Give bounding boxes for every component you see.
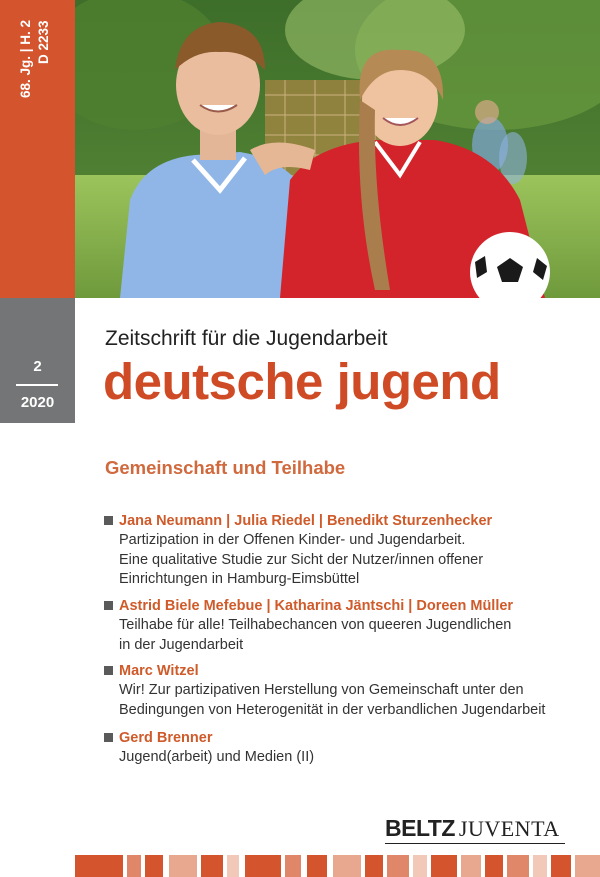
article-title-line: Teilhabe für alle! Teilhabechancen von queeren Jugendlichen <box>119 617 512 633</box>
article-item <box>104 597 584 655</box>
cover-photo-illustration <box>75 0 600 298</box>
sidebar-issue-info <box>8 20 68 120</box>
article-item <box>104 662 584 720</box>
sidebar-top-panel <box>0 0 75 298</box>
publisher-name-beltz: BELTZ <box>385 815 455 841</box>
article-authors: Gerd Brenner <box>119 730 213 746</box>
publisher-logo <box>385 815 560 842</box>
decorative-color-stripe <box>75 855 600 877</box>
publisher-name-juventa: JUVENTA <box>458 816 560 841</box>
article-title-line: Wir! Zur partizipativen Herstellung von Gemeinschaft unter den <box>119 682 524 698</box>
article-title-line: in der Jugendarbeit <box>119 636 244 653</box>
square-bullet-icon <box>104 733 113 742</box>
journal-subtitle: Zeitschrift für die Jugendarbeit <box>105 327 388 350</box>
article-title-line: Partizipation in der Offenen Kinder- und Jugendarbeit. <box>119 532 466 548</box>
code-line: D 2233 <box>36 20 51 64</box>
article-item <box>104 729 584 768</box>
volume-line: 68. Jg. | H. 2 <box>18 20 33 99</box>
article-title-line: Eine qualitative Studie zur Sicht der Nutzer/innen offener <box>119 551 484 568</box>
article-title-line: Jugend(arbeit) und Medien (II) <box>119 749 315 765</box>
issue-divider <box>16 384 58 386</box>
square-bullet-icon <box>104 601 113 610</box>
article-title-line: Einrichtungen in Hamburg-Eimsbüttel <box>119 571 360 587</box>
issue-year: 2020 <box>20 394 55 411</box>
cover-photo <box>75 0 600 298</box>
issue-theme: Gemeinschaft und Teilhabe <box>105 457 346 478</box>
square-bullet-icon <box>104 666 113 675</box>
article-authors: Jana Neumann | Julia Riedel | Benedikt Sturzenhecker <box>119 513 493 529</box>
article-title-line: Bedingungen von Heterogenität in der verbandlichen Jugendarbeit <box>119 701 546 718</box>
article-item <box>104 512 584 590</box>
publisher-underline <box>385 843 565 844</box>
article-authors: Marc Witzel <box>119 663 199 679</box>
article-authors: Astrid Biele Mefebue | Katharina Jäntschi | Doreen Müller <box>119 598 514 614</box>
issue-number: 2 <box>33 358 42 375</box>
journal-title: deutsche jugend <box>103 353 501 410</box>
square-bullet-icon <box>104 516 113 525</box>
